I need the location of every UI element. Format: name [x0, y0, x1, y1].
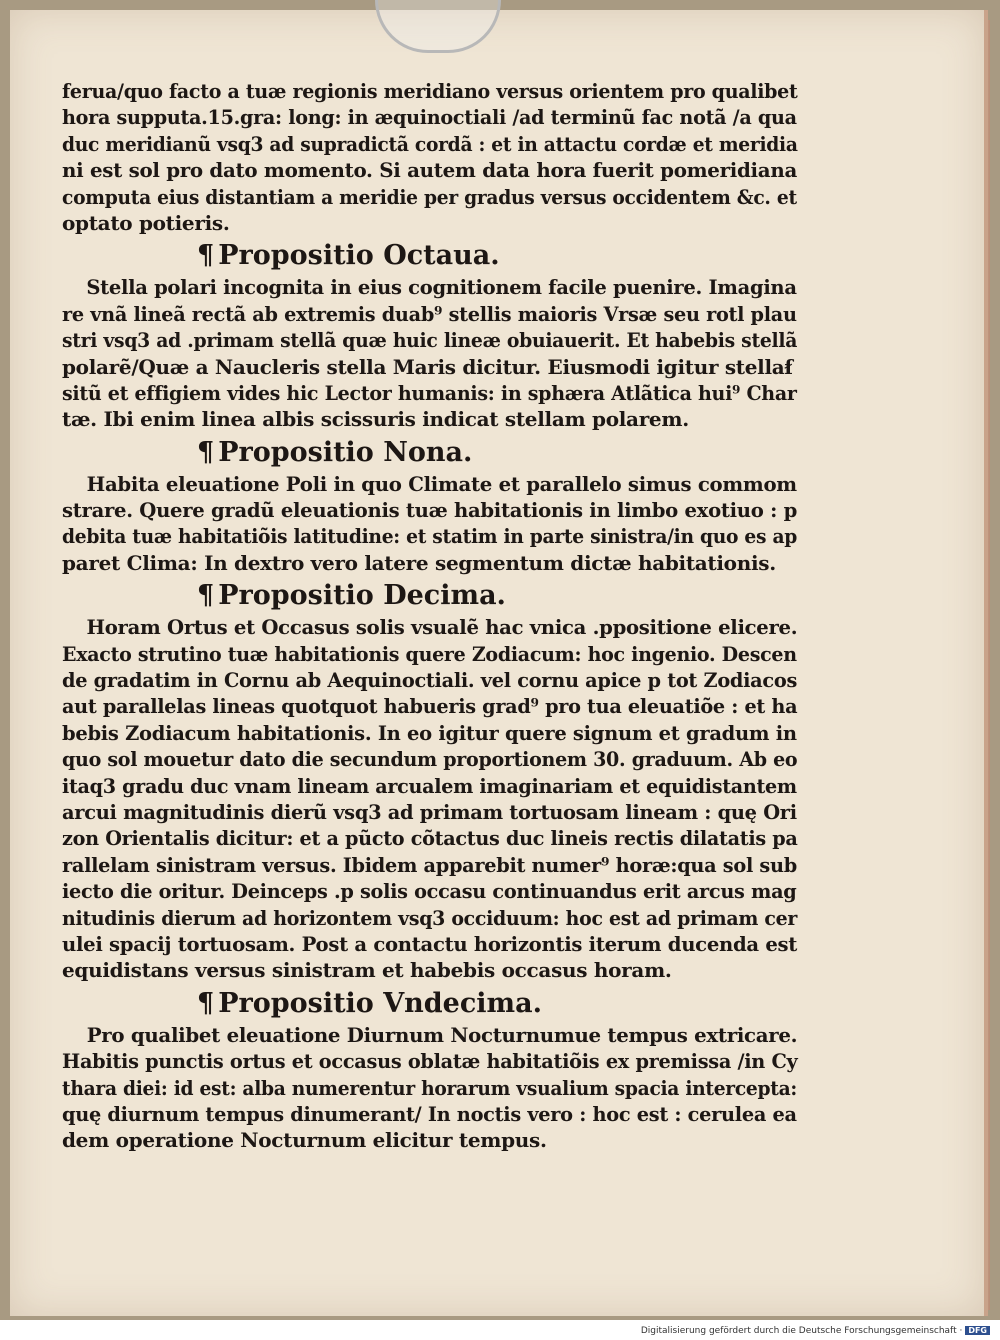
text-line: Stella polari incognita in eius cognitionem facile puenire. Imagina: [86, 275, 797, 300]
text-line: quo sol mouetur dato die secundum proportionem 30. graduum. Ab eo: [62, 747, 798, 772]
text-line: optato potieris.: [62, 210, 230, 235]
section-heading: [62, 986, 797, 1022]
section-heading: [62, 238, 797, 274]
text-line: Horam Ortus et Occasus solis vsualẽ hac vnica .ppositione elicere.: [86, 615, 798, 640]
text-line: stri vsq3 ad .primam stellã quæ huic lineæ obuiauerit. Et habebis stellã: [62, 328, 798, 353]
text-line: itaq3 gradu duc vnam lineam arcualem imaginariam et equidistantem: [62, 773, 797, 798]
pilcrow-mark: ¶: [197, 987, 215, 1019]
text-line: nitudinis dierum ad horizontem vsq3 occiduum: hoc est ad primam cer: [62, 905, 798, 930]
pilcrow-mark: ¶: [197, 436, 215, 468]
text-line: dem operatione Nocturnum elicitur tempus.: [62, 1128, 547, 1153]
text-line: arcui magnitudinis dierũ vsq3 ad primam tortuosam lineam : quę Ori: [62, 799, 797, 824]
section-heading: [62, 578, 797, 614]
text-line: de gradatim in Cornu ab Aequinoctiali. vel cornu apice p tot Zodiacos: [62, 668, 798, 693]
page-text: [62, 78, 797, 1154]
footer-credit: [641, 1326, 990, 1336]
footer-text: Digitalisierung gefördert durch die Deutsche Forschungsgemeinschaft ·: [640, 1326, 963, 1336]
text-line: Habita eleuatione Poli in quo Climate et parallelo simus commom: [86, 471, 797, 496]
text-line: zon Orientalis dicitur: et a pũcto cõtactus duc lineis rectis dilatatis pa: [62, 826, 798, 851]
text-line: strare. Quere gradũ eleuationis tuæ habitationis in limbo exotiuo : p: [62, 498, 798, 523]
heading-text: Propositio Nona.: [218, 436, 473, 468]
heading-text: Propositio Decima.: [218, 580, 506, 612]
pilcrow-mark: ¶: [197, 240, 215, 272]
text-line: Pro qualibet eleuatione Diurnum Nocturnumue tempus extricare.: [86, 1022, 798, 1047]
text-line: re vnã lineã rectã ab extremis duab⁹ stellis maioris Vrsæ seu rotl plau: [62, 301, 797, 326]
text-line: polarẽ/Quæ a Naucleris stella Maris dicitur. Eiusmodi igitur stellaẜ: [62, 354, 793, 379]
text-line: ni est sol pro dato momento. Si autem data hora fuerit pomeridiana: [62, 158, 797, 183]
text-line: ulei spacij tortuosam. Post a contactu horizontis iterum ducenda est: [62, 931, 798, 956]
text-line: thara diei: id est: alba numerentur horarum vsualium spacia intercepta:: [62, 1075, 797, 1100]
text-line: Exacto strutino tuæ habitationis quere Zodiacum: hoc ingenio. Descen: [62, 641, 797, 666]
text-line: Habitis punctis ortus et occasus oblatæ habitatiõis ex premissa /in Cy: [62, 1049, 798, 1074]
dfg-logo: DFG: [965, 1326, 990, 1335]
text-line: aut parallelas lineas quotquot habueris grad⁹ pro tua eleuatiõe : et ha: [62, 694, 798, 719]
text-line: duc meridianũ vsq3 ad supradictã cordã : et in attactu cordæ et meridia: [62, 131, 798, 156]
heading-text: Propositio Octaua.: [218, 240, 500, 272]
text-line: bebis Zodiacum habitationis. In eo igitur quere signum et gradum in: [62, 720, 797, 745]
heading-text: Propositio Vndecima.: [218, 987, 543, 1019]
pilcrow-mark: ¶: [197, 580, 215, 612]
section-heading: [62, 435, 797, 471]
text-line: sitũ et effigiem vides hic Lector humanis: in sphæra Atlãtica hui⁹ Char: [62, 380, 797, 405]
text-line: hora supputa.15.gra: long: in æquinoctiali /ad terminũ fac notã /a qua: [62, 105, 797, 130]
text-line: ferua/quo facto a tuæ regionis meridiano versus orientem pro qualibet: [62, 79, 798, 103]
text-line: computa eius distantiam a meridie per gradus versus occidentem &c. et: [62, 184, 797, 209]
text-line: rallelam sinistram versus. Ibidem apparebit numer⁹ horæ:qua sol sub: [62, 852, 797, 877]
text-line: quę diurnum tempus dinumerant/ In noctis vero : hoc est : cerulea ea: [62, 1101, 797, 1126]
text-line: iecto die oritur. Deinceps .p solis occasu continuandus erit arcus mag: [62, 879, 797, 904]
text-line: paret Clima: In dextro vero latere segmentum dictæ habitationis.: [62, 550, 776, 575]
text-line: tæ. Ibi enim linea albis scissuris indicat stellam polarem.: [62, 407, 689, 432]
text-line: equidistans versus sinistram et habebis occasus horam.: [62, 958, 672, 983]
text-line: debita tuæ habitatiõis latitudine: et statim in parte sinistra/in quo es ap: [62, 524, 798, 549]
